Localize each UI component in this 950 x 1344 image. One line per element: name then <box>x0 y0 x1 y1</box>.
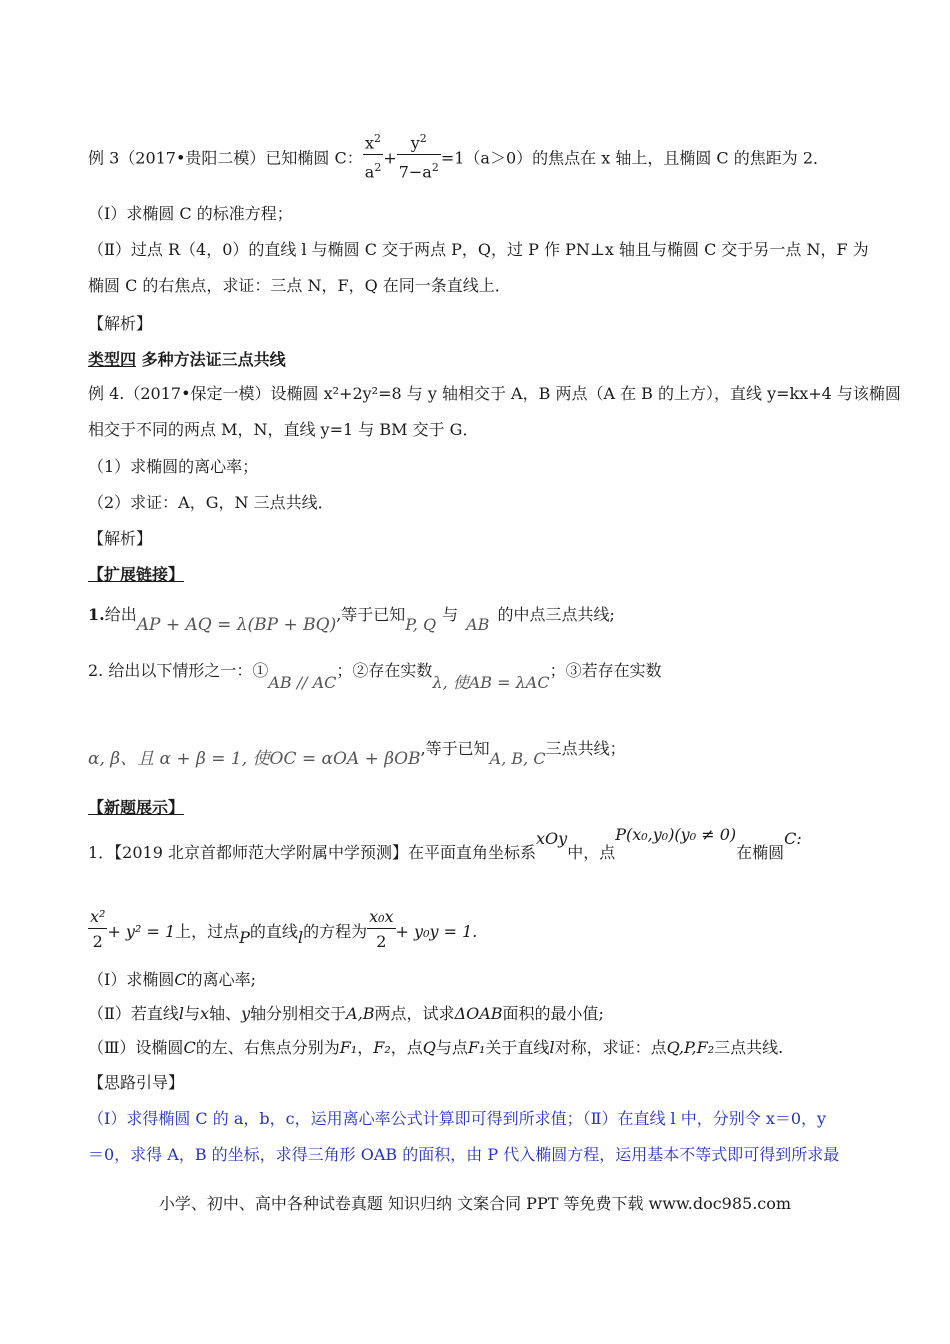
vector-formula-lambda: λ, 使AB = λAC <box>432 673 550 692</box>
page-footer: 小学、初中、高中各种试卷真题 知识归纳 文案合同 PPT 等免费下载 www.doc985.com <box>158 1194 792 1213</box>
item-1-number: 1. <box>88 605 105 624</box>
type-4-label: 类型四 <box>88 350 137 369</box>
example-3-statement <box>88 130 829 188</box>
fraction-y2-7-a2: $\frac{y^2}{7-a^2}$ <box>397 128 441 186</box>
example-4-question-2: （2）求证：A，G，N 三点共线． <box>88 493 334 512</box>
extension-item-2-continued: α, β、且 α + β = 1, 使OC = αOA + βOB,等于已知A, B, C三点共线； <box>88 739 626 769</box>
example-3-analysis-label: 【解析】 <box>88 314 153 333</box>
type-4-heading <box>88 349 286 371</box>
example-3-question-2-line-2: 椭圆 C 的右焦点，求证：三点 N，F，Q 在同一条直线上． <box>88 276 511 295</box>
vector-formula-alpha-beta: α, β、且 α + β = 1, 使OC = αOA + βOB <box>88 749 421 769</box>
example-3-suffix: =1（a＞0）的焦点在 x 轴上，且椭圆 C 的焦距为 2． <box>440 148 830 168</box>
extension-item-1: 1.给出AP + AQ = λ(BP + BQ),等于已知P, Q与AB的中点三点共线; <box>88 605 615 635</box>
example-4-question-1: （1）求椭圆的离心率； <box>88 457 259 476</box>
fraction-x2-over-2: $\frac{\text{x²}}{2}$ <box>90 907 106 951</box>
example-3-prefix: 例 3（2017•贵阳二模）已知椭圆 C： <box>88 148 363 168</box>
new-question-part-2: （Ⅱ）若直线l与x轴、y轴分别相交于A,B两点，试求ΔOAB面积的最小值; <box>88 1004 604 1023</box>
extension-item-2: 2. 给出以下情形之一：①AB // AC；②存在实数λ, 使AB = λAC；③若存在实数 <box>88 661 662 692</box>
vector-formula-1: AP + AQ = λ(BP + BQ) <box>136 615 337 635</box>
example-3-question-1: （Ⅰ）求椭圆 C 的标准方程； <box>88 204 293 223</box>
solution-hint-label: 【思路引导】 <box>88 1073 185 1092</box>
fraction-x0x-over-2: $\frac{\text{x₀x}}{2}$ <box>369 907 394 951</box>
plus-sign: + <box>383 148 397 168</box>
example-4-line-1: 例 4.（2017•保定一模）设椭圆 x²+2y²=8 与 y 轴相交于 A，B 两点（A 在 B 的上方），直线 y=kx+4 与该椭圆 <box>88 384 901 403</box>
vector-formula-parallel: AB // AC <box>268 673 337 692</box>
example-4-analysis-label: 【解析】 <box>88 529 153 548</box>
new-questions-header: 【新题展示】 <box>88 798 185 817</box>
example-3-question-2-line-1: （Ⅱ）过点 R（4，0）的直线 l 与椭圆 C 交于两点 P，Q，过 P 作 PN⊥x 轴且与椭圆 C 交于另一点 N，F 为 <box>88 240 869 259</box>
solution-hint-line-1: （Ⅰ）求得椭圆 C 的 a，b，c，运用离心率公式计算即可得到所求值；（Ⅱ）在直线 l 中，分别令 x＝0，y <box>88 1109 827 1128</box>
solution-hint-line-2: ＝0，求得 A，B 的坐标，求得三角形 OAB 的面积，由 P 代入椭圆方程，运用基本不等式即可得到所求最 <box>88 1145 840 1164</box>
new-question-1-line-2: $\frac{\text{x²}}{2}$ + y² = 1上，过点P的直线l的方程为 $\frac{\text{x₀x}}{2}$ + y₀y = 1. <box>88 908 477 957</box>
fraction-x2-a2: $\frac{x^2}{a^2}$ <box>363 128 384 186</box>
new-question-part-3: （Ⅲ）设椭圆C的左、右焦点分别为F₁，F₂，点Q与点F₁关于直线l对称，求证：点Q,P,F₂三点共线. <box>88 1038 784 1057</box>
point-p-coordinates: P(x₀,y₀)(y₀ ≠ 0) <box>615 825 737 844</box>
type-4-title: 多种方法证三点共线 <box>136 350 286 369</box>
example-4-line-2: 相交于不同的两点 M，N，直线 y=1 与 BM 交于 G． <box>88 420 479 439</box>
new-question-1-line-1: 1．【2019 北京首都师范大学附属中学预测】在平面直角坐标系xOy中，点P(x₀,y₀)(y₀ ≠ 0)在椭圆C: <box>88 825 802 862</box>
extension-links-header: 【扩展链接】 <box>88 565 185 584</box>
new-question-part-1: （Ⅰ）求椭圆C的离心率; <box>88 970 256 989</box>
